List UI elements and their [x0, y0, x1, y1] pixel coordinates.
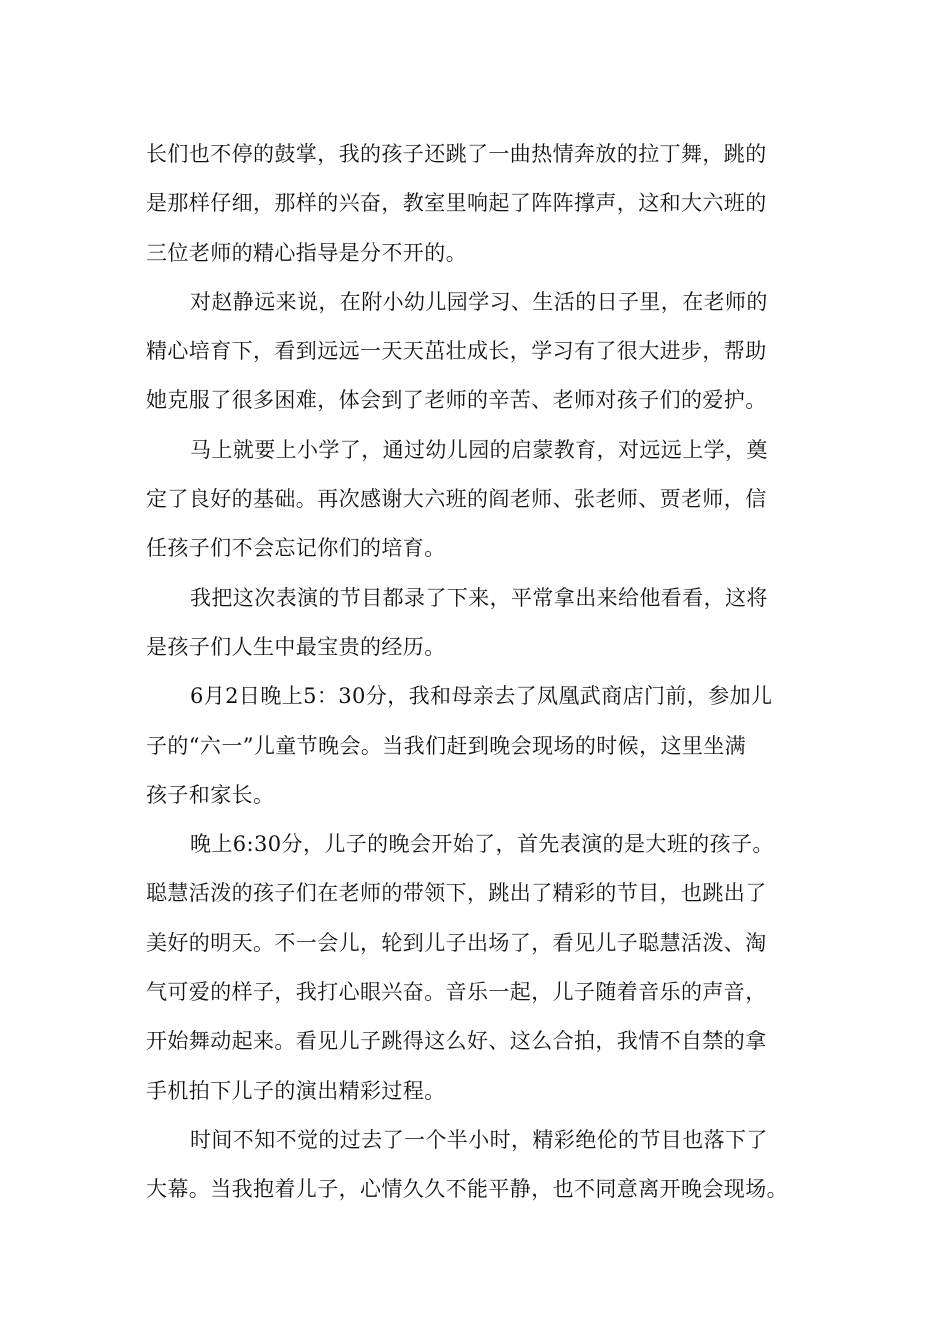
text-line: 对赵静远来说，在附小幼儿园学习、生活的日子里，在老师的 — [190, 289, 768, 314]
text-line: 气可爱的样子，我打心眼兴奋。音乐一起，儿子随着音乐的声音， — [146, 980, 767, 1005]
text-line: 聪慧活泼的孩子们在老师的带领下，跳出了精彩的节目，也跳出了 — [146, 881, 767, 906]
document-body — [146, 130, 826, 1215]
text-line: 她克服了很多困难，体会到了老师的辛苦、老师对孩子们的爱护。 — [146, 388, 767, 413]
text-line: 是孩子们人生中最宝贵的经历。 — [146, 634, 446, 659]
text-line: 长们也不停的鼓掌，我的孩子还跳了一曲热情奔放的拉丁舞，跳的 — [146, 142, 767, 166]
text-line: 晚上6:30分，儿子的晚会开始了，首先表演的是大班的孩子。 — [190, 832, 774, 857]
text-line: 6月2日晚上5：30分，我和母亲去了凤凰武商店门前，参加儿 — [190, 684, 773, 709]
text-line: 任孩子们不会忘记你们的培育。 — [146, 536, 446, 561]
text-line: 是那样仔细，那样的兴奋，教室里响起了阵阵撑声，这和大六班的 — [146, 191, 767, 216]
text-line: 定了良好的基础。再次感谢大六班的阎老师、张老师、贾老师，信 — [146, 487, 767, 512]
text-line: 美好的明天。不一会儿，轮到儿子出场了，看见儿子聪慧活泼、淘 — [146, 930, 767, 955]
text-line: 三位老师的精心指导是分不开的。 — [146, 240, 467, 265]
text-line: 时间不知不觉的过去了一个半小时，精彩绝伦的节目也落下了 — [190, 1127, 768, 1152]
text-line: 孩子和家长。 — [146, 782, 275, 807]
text-line: 手机拍下儿子的演出精彩过程。 — [146, 1078, 446, 1103]
text-line: 精心培育下，看到远远一天天茁壮成长，学习有了很大进步，帮助 — [146, 339, 767, 364]
text-line: 子的“六一”儿童节晚会。当我们赶到晚会现场的时候，这里坐满 — [146, 733, 747, 758]
text-line: 开始舞动起来。看见儿子跳得这么好、这么合拍，我情不自禁的拿 — [146, 1029, 767, 1054]
text-line: 大幕。当我抱着儿子，心情久久不能平静，也不同意离开晚会现场。 — [146, 1177, 788, 1202]
text-line: 我把这次表演的节目都录了下来，平常拿出来给他看看，这将 — [190, 585, 768, 610]
text-line: 马上就要上小学了，通过幼儿园的启蒙教育，对远远上学，奠 — [190, 437, 768, 462]
